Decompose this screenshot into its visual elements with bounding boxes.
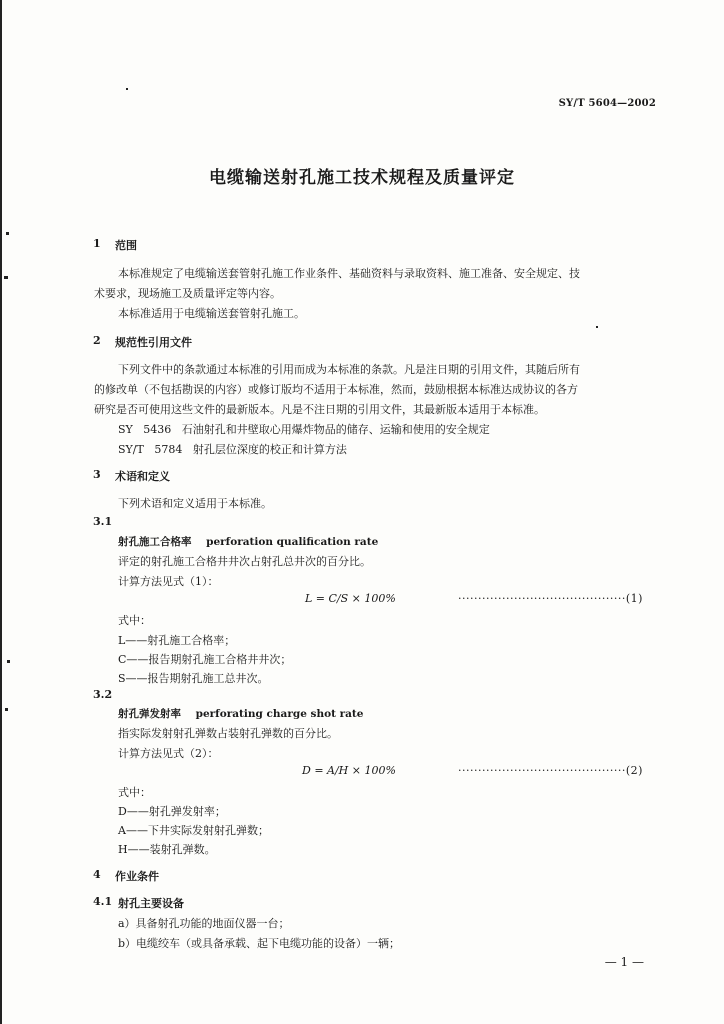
standard-code: SY/T 5604—2002 [558, 98, 656, 109]
document-title: 电缆输送射孔施工技术规程及质量评定 [209, 168, 515, 188]
calc-method-3-2: 计算方法见式（2）： [118, 747, 219, 760]
section-3-intro: 下列术语和定义适用于本标准。 [118, 497, 272, 510]
section-2-heading: 规范性引用文件 [115, 336, 192, 349]
variable-definition: D——射孔弹发射率； [118, 805, 226, 818]
normative-reference: SY 5436 石油射孔和井壁取心用爆炸物品的储存、运输和使用的安全规定 [118, 423, 490, 436]
variable-definition: C——报告期射孔施工合格井井次； [118, 653, 292, 666]
calc-method-3-1: 计算方法见式（1）： [118, 575, 219, 588]
variable-definition: A——下井实际发射射孔弹数； [118, 824, 269, 837]
variable-definition: H——装射孔弹数。 [118, 843, 216, 856]
scan-edge-line [0, 0, 2, 1024]
section-4-heading: 作业条件 [115, 870, 159, 883]
section-2-paragraph-line: 研究是否可使用这些文件的最新版本。凡是不注日期的引用文件，其最新版本适用于本标准。 [94, 403, 545, 416]
variable-definition: S——报告期射孔施工总井次。 [118, 672, 269, 685]
scan-speck [6, 232, 9, 235]
definition-3-1: 评定的射孔施工合格井井次占射孔总井次的百分比。 [118, 555, 371, 568]
clause-3-2-number: 3.2 [93, 688, 113, 701]
section-1-number: 1 [93, 237, 101, 250]
list-item: b）电缆绞车（或具备承载、起下电缆功能的设备）一辆； [118, 937, 401, 950]
formula-2-leader: ··········································(2) [458, 764, 643, 777]
formula-2: D = A/H × 100% [302, 764, 396, 777]
clause-4-1-number: 4.1 [93, 895, 113, 908]
variable-definition: L——射孔施工合格率； [118, 634, 236, 647]
term-3-2: 射孔弹发射率 perforating charge shot rate [118, 708, 364, 720]
section-2-number: 2 [93, 334, 101, 347]
scan-speck [7, 660, 10, 663]
scan-speck [596, 326, 598, 328]
normative-reference: SY/T 5784 射孔层位深度的校正和计算方法 [118, 443, 347, 456]
section-4-number: 4 [93, 868, 101, 881]
scan-speck [126, 88, 128, 90]
list-item: a）具备射孔功能的地面仪器一台； [118, 917, 290, 930]
formula-1-leader: ··········································(1) [458, 592, 643, 605]
clause-4-1-heading: 射孔主要设备 [118, 897, 184, 910]
section-2-paragraph-line: 的修改单（不包括勘误的内容）或修订版均不适用于本标准，然而，鼓励根据本标准达成协议的各方 [94, 383, 578, 396]
scan-speck [5, 708, 8, 711]
section-2-paragraph-line: 下列文件中的条款通过本标准的引用而成为本标准的条款。凡是注日期的引用文件，其随后所有 [118, 363, 580, 376]
page-number: — 1 — [604, 955, 644, 969]
where-label: 式中： [118, 786, 151, 799]
clause-3-1-number: 3.1 [93, 515, 113, 528]
definition-3-2: 指实际发射射孔弹数占装射孔弹数的百分比。 [118, 727, 338, 740]
section-1-paragraph: 本标准适用于电缆输送套管射孔施工。 [118, 307, 305, 320]
term-3-1: 射孔施工合格率 perforation qualification rate [118, 536, 379, 548]
where-label: 式中： [118, 614, 151, 627]
section-3-number: 3 [93, 468, 101, 481]
formula-1: L = C/S × 100% [305, 592, 396, 605]
section-3-heading: 术语和定义 [115, 470, 170, 483]
section-1-heading: 范围 [115, 239, 137, 252]
section-1-paragraph-line: 术要求，现场施工及质量评定等内容。 [94, 287, 281, 300]
section-1-paragraph-line: 本标准规定了电缆输送套管射孔施工作业条件、基础资料与录取资料、施工准备、安全规定、技 [118, 267, 580, 280]
scan-speck [4, 276, 8, 279]
